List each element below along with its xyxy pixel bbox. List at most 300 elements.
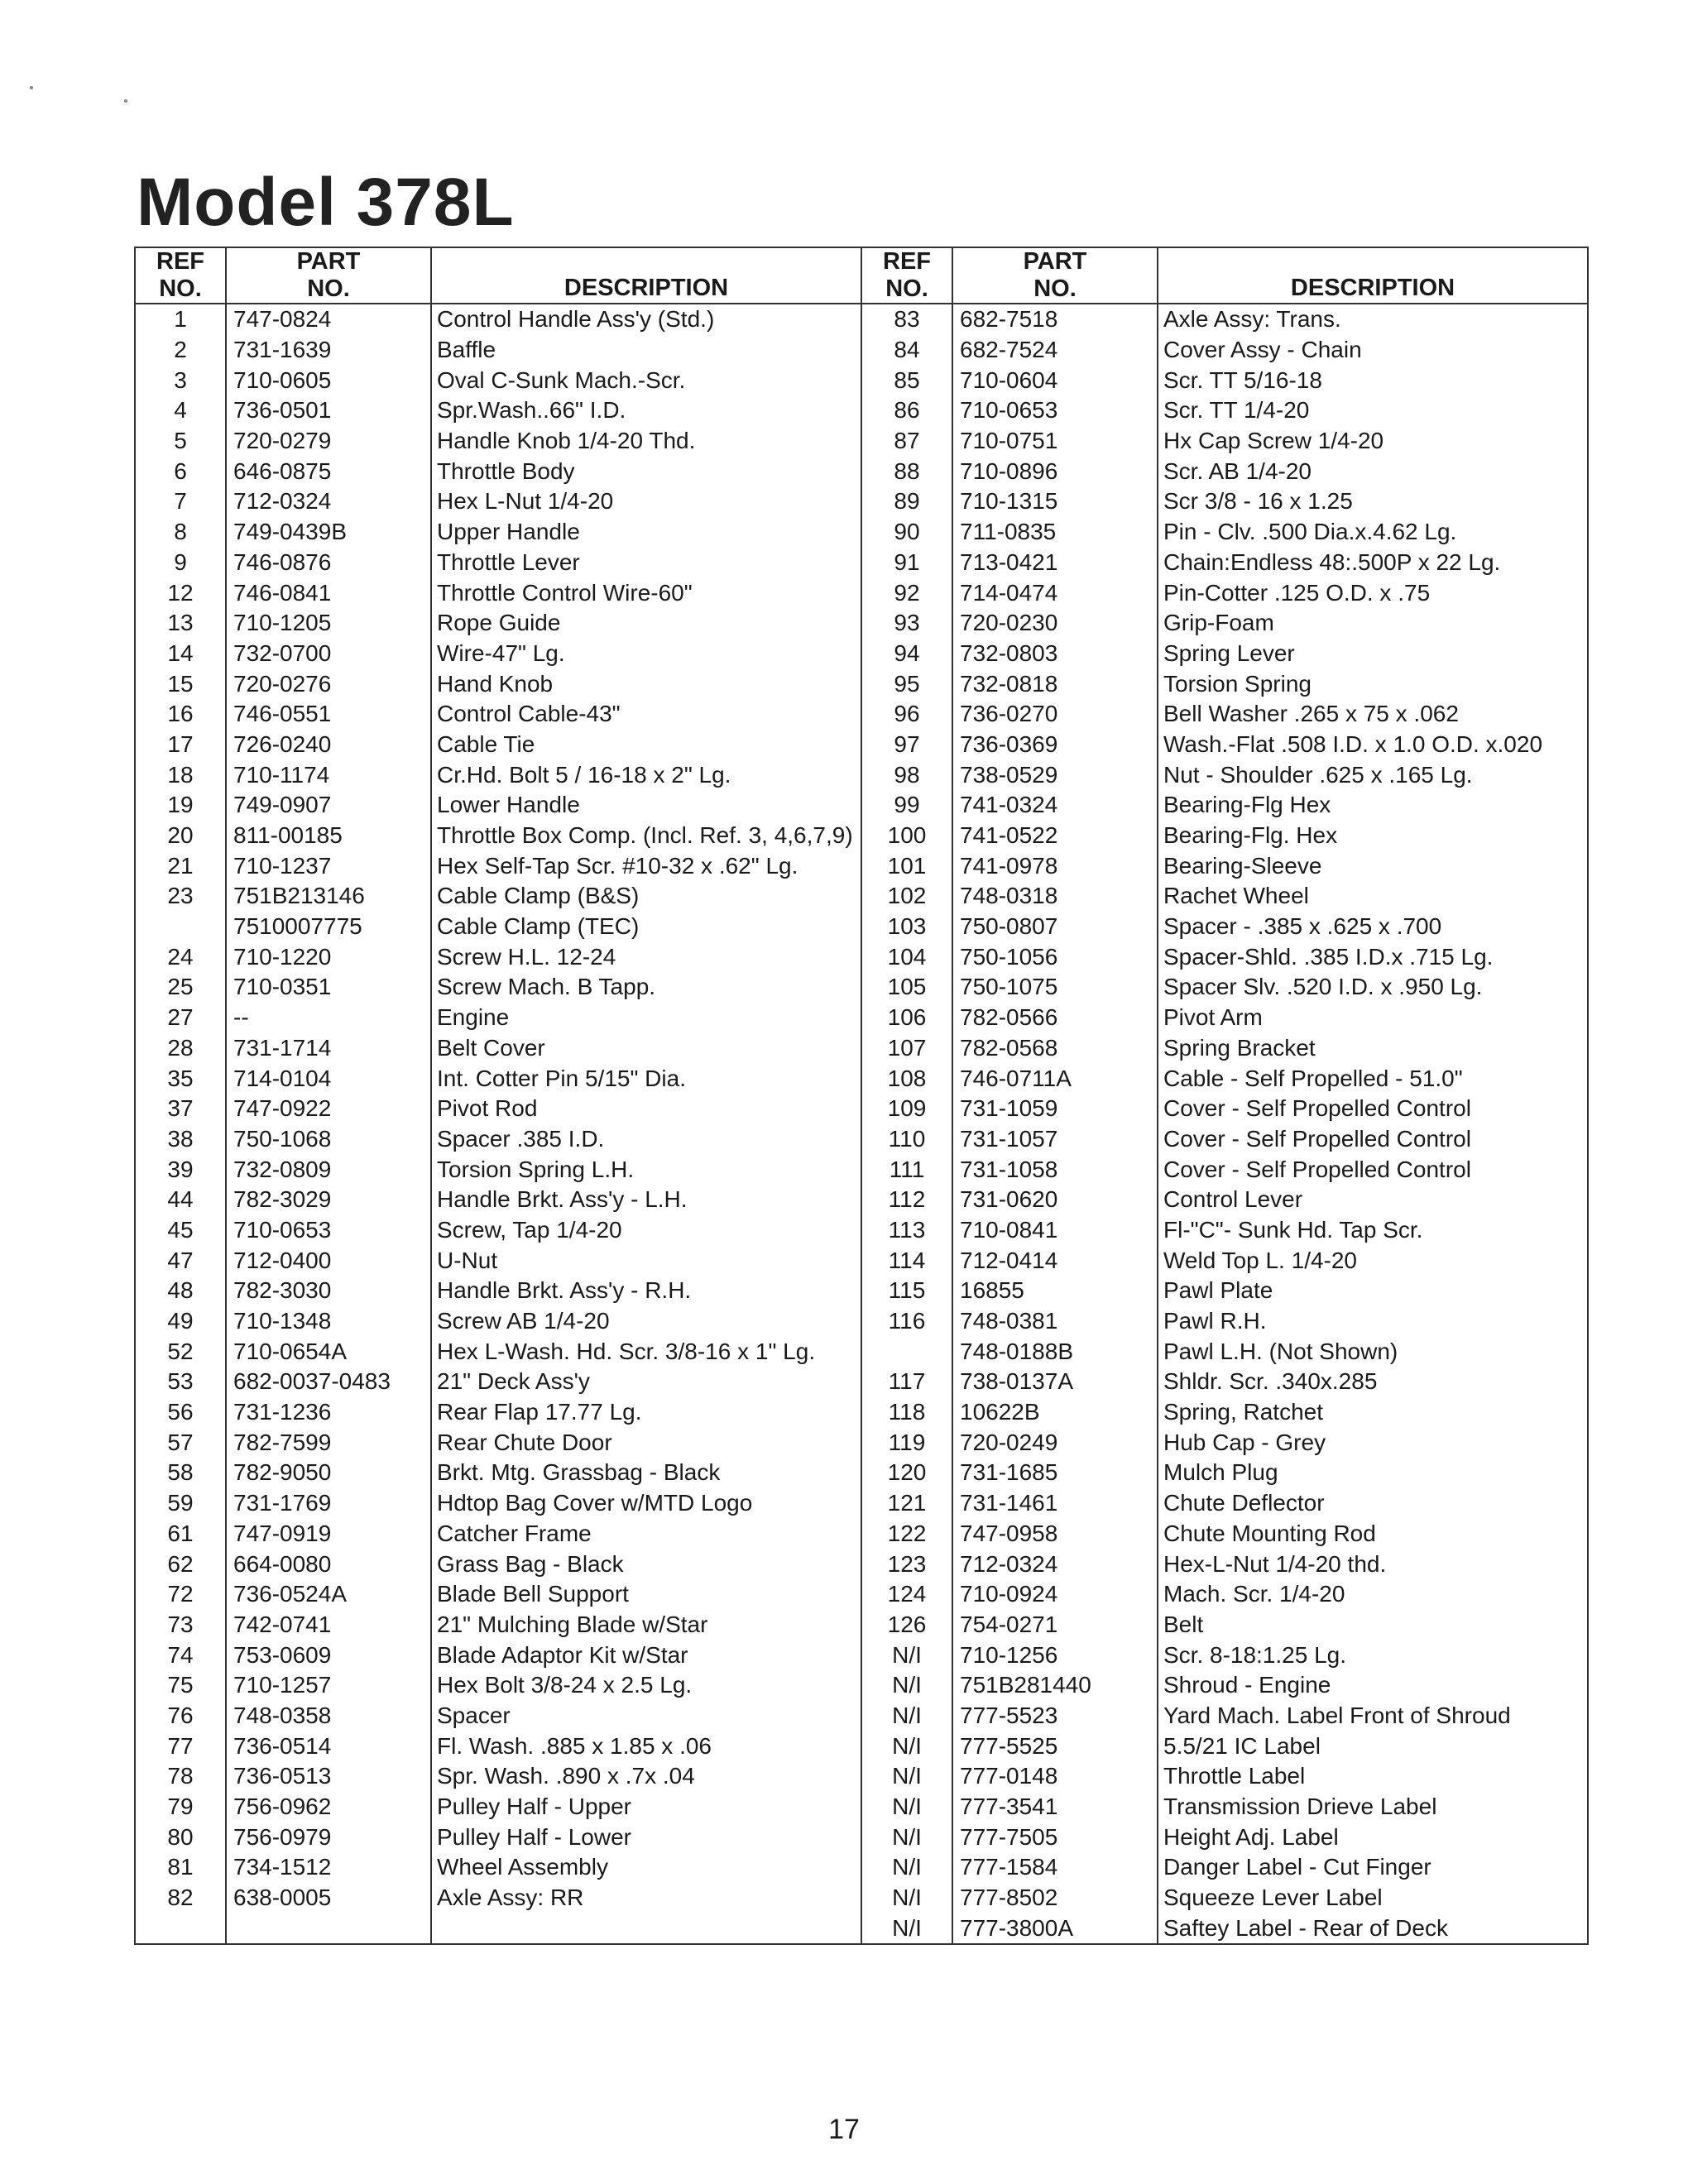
- part-no-cell: 777-0148: [952, 1761, 1158, 1792]
- part-no-cell: 749-0439B: [226, 517, 431, 548]
- ref-no-cell: 123: [861, 1549, 952, 1579]
- part-no-cell: 720-0249: [952, 1427, 1158, 1458]
- ref-no-cell: 100: [861, 821, 952, 851]
- description-cell: Bearing-Flg Hex: [1158, 790, 1588, 821]
- table-row: [135, 881, 1588, 912]
- part-no-cell: 710-1348: [226, 1306, 431, 1337]
- part-no-cell: 714-0474: [952, 577, 1158, 608]
- description-cell: Torsion Spring: [1158, 668, 1588, 699]
- description-cell: Blade Bell Support: [431, 1579, 861, 1610]
- ref-no-cell: 20: [135, 821, 226, 851]
- description-cell: Mulch Plug: [1158, 1458, 1588, 1488]
- part-no-cell: 751B281440: [952, 1670, 1158, 1701]
- description-cell: Hex-L-Nut 1/4-20 thd.: [1158, 1549, 1588, 1579]
- description-cell: Spring, Ratchet: [1158, 1397, 1588, 1428]
- description-cell: Wash.-Flat .508 I.D. x 1.0 O.D. x.020: [1158, 730, 1588, 760]
- table-row: [135, 1154, 1588, 1185]
- part-no-cell: 782-0568: [952, 1033, 1158, 1064]
- table-row: [135, 1822, 1588, 1852]
- part-no-cell: 746-0841: [226, 577, 431, 608]
- ref-no-cell: 122: [861, 1519, 952, 1549]
- table-row: [135, 1701, 1588, 1731]
- description-cell: Pivot Arm: [1158, 1003, 1588, 1033]
- description-cell: Cable - Self Propelled - 51.0": [1158, 1063, 1588, 1094]
- part-no-cell: 754-0271: [952, 1610, 1158, 1640]
- description-cell: Throttle Label: [1158, 1761, 1588, 1792]
- part-no-cell: 736-0513: [226, 1761, 431, 1792]
- ref-no-cell: N/I: [861, 1852, 952, 1883]
- description-cell: Pin - Clv. .500 Dia.x.4.62 Lg.: [1158, 517, 1588, 548]
- ref-no-cell: 90: [861, 517, 952, 548]
- description-cell: Handle Knob 1/4-20 Thd.: [431, 426, 861, 457]
- ref-no-cell: 108: [861, 1063, 952, 1094]
- ref-no-cell: 116: [861, 1306, 952, 1337]
- description-cell: Lower Handle: [431, 790, 861, 821]
- table-row: [135, 1640, 1588, 1670]
- ref-no-cell: 74: [135, 1640, 226, 1670]
- table-row: [135, 941, 1588, 972]
- ref-no-cell: 73: [135, 1610, 226, 1640]
- parts-table-body: [135, 304, 1588, 1944]
- ref-no-cell: 37: [135, 1094, 226, 1124]
- part-no-cell: 710-0605: [226, 365, 431, 395]
- description-cell: Scr. TT 5/16-18: [1158, 365, 1588, 395]
- part-no-cell: 777-5523: [952, 1701, 1158, 1731]
- part-no-cell: [226, 1913, 431, 1944]
- part-no-cell: 748-0188B: [952, 1336, 1158, 1367]
- part-no-cell: 742-0741: [226, 1610, 431, 1640]
- part-no-cell: 746-0711A: [952, 1063, 1158, 1094]
- description-cell: U-Nut: [431, 1245, 861, 1276]
- part-no-cell: 731-1057: [952, 1124, 1158, 1155]
- part-no-cell: 747-0919: [226, 1519, 431, 1549]
- part-no-cell: 714-0104: [226, 1063, 431, 1094]
- ref-no-cell: 62: [135, 1549, 226, 1579]
- ref-no-cell: N/I: [861, 1913, 952, 1944]
- header-row: [135, 247, 1588, 304]
- part-no-cell: 710-0924: [952, 1579, 1158, 1610]
- ref-no-cell: 105: [861, 972, 952, 1003]
- description-cell: Hdtop Bag Cover w/MTD Logo: [431, 1488, 861, 1519]
- part-no-cell: 736-0524A: [226, 1579, 431, 1610]
- description-cell: Hx Cap Screw 1/4-20: [1158, 426, 1588, 457]
- description-cell: Spring Bracket: [1158, 1033, 1588, 1064]
- description-cell: Height Adj. Label: [1158, 1822, 1588, 1852]
- description-cell: Belt: [1158, 1610, 1588, 1640]
- description-cell: Int. Cotter Pin 5/15" Dia.: [431, 1063, 861, 1094]
- part-no-cell: 710-1237: [226, 850, 431, 881]
- part-no-cell: 682-7524: [952, 335, 1158, 366]
- ref-no-cell: N/I: [861, 1670, 952, 1701]
- part-no-cell: 710-1174: [226, 759, 431, 790]
- table-row: [135, 1549, 1588, 1579]
- description-cell: Belt Cover: [431, 1033, 861, 1064]
- part-no-cell: 710-1257: [226, 1670, 431, 1701]
- ref-no-cell: 3: [135, 365, 226, 395]
- ref-no-cell: 4: [135, 395, 226, 426]
- part-no-cell: 746-0551: [226, 699, 431, 730]
- part-no-cell: 777-7505: [952, 1822, 1158, 1852]
- ref-no-cell: 79: [135, 1792, 226, 1822]
- ref-no-cell: 14: [135, 639, 226, 669]
- ref-no-cell: 1: [135, 304, 226, 335]
- description-cell: [431, 1913, 861, 1944]
- ref-no-cell: 85: [861, 365, 952, 395]
- description-cell: Cable Clamp (TEC): [431, 912, 861, 942]
- description-cell: Upper Handle: [431, 517, 861, 548]
- ref-no-cell: 84: [861, 335, 952, 366]
- description-cell: Rope Guide: [431, 608, 861, 639]
- part-no-cell: 736-0514: [226, 1731, 431, 1761]
- ref-no-cell: 47: [135, 1245, 226, 1276]
- description-cell: Pivot Rod: [431, 1094, 861, 1124]
- part-no-cell: 712-0400: [226, 1245, 431, 1276]
- table-row: [135, 486, 1588, 517]
- description-cell: Throttle Box Comp. (Incl. Ref. 3, 4,6,7,9): [431, 821, 861, 851]
- ref-no-cell: 49: [135, 1306, 226, 1337]
- description-cell: Danger Label - Cut Finger: [1158, 1852, 1588, 1883]
- description-cell: Engine: [431, 1003, 861, 1033]
- description-cell: Pulley Half - Lower: [431, 1822, 861, 1852]
- ref-no-cell: 44: [135, 1185, 226, 1215]
- ref-no-cell: [861, 1336, 952, 1367]
- part-no-cell: 748-0358: [226, 1701, 431, 1731]
- table-row: [135, 1276, 1588, 1306]
- part-no-cell: 16855: [952, 1276, 1158, 1306]
- ref-no-cell: 12: [135, 577, 226, 608]
- description-cell: Weld Top L. 1/4-20: [1158, 1245, 1588, 1276]
- part-no-cell: 738-0529: [952, 759, 1158, 790]
- ref-no-cell: 88: [861, 456, 952, 486]
- ref-no-cell: N/I: [861, 1761, 952, 1792]
- table-row: [135, 365, 1588, 395]
- table-row: [135, 1215, 1588, 1246]
- description-cell: Cover - Self Propelled Control: [1158, 1154, 1588, 1185]
- part-no-cell: 710-1256: [952, 1640, 1158, 1670]
- ref-no-cell: 92: [861, 577, 952, 608]
- description-cell: Wire-47" Lg.: [431, 639, 861, 669]
- ref-no-cell: 48: [135, 1276, 226, 1306]
- description-cell: Hex L-Wash. Hd. Scr. 3/8-16 x 1" Lg.: [431, 1336, 861, 1367]
- part-no-cell: 738-0137A: [952, 1367, 1158, 1397]
- ref-no-cell: 38: [135, 1124, 226, 1155]
- ref-no-cell: 45: [135, 1215, 226, 1246]
- part-no-cell: 747-0922: [226, 1094, 431, 1124]
- description-cell: Chute Deflector: [1158, 1488, 1588, 1519]
- description-cell: Screw, Tap 1/4-20: [431, 1215, 861, 1246]
- scan-speck: [30, 86, 33, 89]
- description-cell: Cable Tie: [431, 730, 861, 760]
- part-no-cell: 741-0324: [952, 790, 1158, 821]
- description-cell: Pawl L.H. (Not Shown): [1158, 1336, 1588, 1367]
- part-no-cell: 746-0876: [226, 548, 431, 578]
- description-cell: Grip-Foam: [1158, 608, 1588, 639]
- part-no-cell: 782-9050: [226, 1458, 431, 1488]
- table-row: [135, 1579, 1588, 1610]
- table-row: [135, 790, 1588, 821]
- ref-no-cell: 106: [861, 1003, 952, 1033]
- description-cell: Control Cable-43": [431, 699, 861, 730]
- description-cell: Baffle: [431, 335, 861, 366]
- table-row: [135, 1245, 1588, 1276]
- description-cell: Yard Mach. Label Front of Shroud: [1158, 1701, 1588, 1731]
- ref-no-cell: 35: [135, 1063, 226, 1094]
- ref-no-cell: 28: [135, 1033, 226, 1064]
- part-no-cell: 777-3800A: [952, 1913, 1158, 1944]
- part-no-header: PART NO.: [952, 247, 1158, 304]
- part-no-cell: 750-1068: [226, 1124, 431, 1155]
- ref-no-cell: 114: [861, 1245, 952, 1276]
- part-no-cell: 720-0230: [952, 608, 1158, 639]
- description-cell: Pulley Half - Upper: [431, 1792, 861, 1822]
- part-no-cell: 710-0751: [952, 426, 1158, 457]
- ref-no-cell: 27: [135, 1003, 226, 1033]
- description-cell: Hex L-Nut 1/4-20: [431, 486, 861, 517]
- description-cell: Chute Mounting Rod: [1158, 1519, 1588, 1549]
- description-cell: Pin-Cotter .125 O.D. x .75: [1158, 577, 1588, 608]
- description-header: DESCRIPTION: [1158, 247, 1588, 304]
- ref-no-cell: [135, 1913, 226, 1944]
- ref-no-cell: 2: [135, 335, 226, 366]
- table-row: [135, 639, 1588, 669]
- ref-no-cell: 53: [135, 1367, 226, 1397]
- ref-no-cell: 117: [861, 1367, 952, 1397]
- description-cell: Rachet Wheel: [1158, 881, 1588, 912]
- part-no-cell: 777-3541: [952, 1792, 1158, 1822]
- description-cell: Torsion Spring L.H.: [431, 1154, 861, 1185]
- ref-no-cell: 72: [135, 1579, 226, 1610]
- part-no-cell: 731-1236: [226, 1397, 431, 1428]
- part-no-cell: 710-1315: [952, 486, 1158, 517]
- scan-speck: [124, 99, 127, 103]
- ref-no-cell: 23: [135, 881, 226, 912]
- table-row: [135, 1397, 1588, 1428]
- part-no-cell: 748-0381: [952, 1306, 1158, 1337]
- table-row: [135, 577, 1588, 608]
- description-cell: Shroud - Engine: [1158, 1670, 1588, 1701]
- part-no-cell: 782-0566: [952, 1003, 1158, 1033]
- table-row: [135, 1367, 1588, 1397]
- ref-no-cell: 78: [135, 1761, 226, 1792]
- ref-no-cell: 80: [135, 1822, 226, 1852]
- description-cell: Scr 3/8 - 16 x 1.25: [1158, 486, 1588, 517]
- description-cell: Grass Bag - Black: [431, 1549, 861, 1579]
- ref-no-cell: 93: [861, 608, 952, 639]
- table-row: [135, 1003, 1588, 1033]
- part-no-cell: 720-0276: [226, 668, 431, 699]
- part-no-cell: 736-0501: [226, 395, 431, 426]
- description-cell: Shldr. Scr. .340x.285: [1158, 1367, 1588, 1397]
- ref-no-cell: [135, 912, 226, 942]
- table-row: [135, 759, 1588, 790]
- part-no-cell: 710-0653: [226, 1215, 431, 1246]
- ref-no-cell: 91: [861, 548, 952, 578]
- part-no-cell: 777-1584: [952, 1852, 1158, 1883]
- description-cell: Bearing-Sleeve: [1158, 850, 1588, 881]
- part-no-cell: 710-1205: [226, 608, 431, 639]
- part-no-cell: 731-1714: [226, 1033, 431, 1064]
- part-no-cell: 756-0979: [226, 1822, 431, 1852]
- page-title: Model 378L: [137, 165, 515, 240]
- part-no-cell: 682-7518: [952, 304, 1158, 335]
- table-row: [135, 1094, 1588, 1124]
- ref-no-cell: 86: [861, 395, 952, 426]
- ref-no-cell: 87: [861, 426, 952, 457]
- part-no-cell: 712-0324: [226, 486, 431, 517]
- ref-no-cell: 107: [861, 1033, 952, 1064]
- table-row: [135, 1852, 1588, 1883]
- description-cell: Chain:Endless 48:.500P x 22 Lg.: [1158, 548, 1588, 578]
- description-cell: Throttle Body: [431, 456, 861, 486]
- description-cell: Hex Self-Tap Scr. #10-32 x .62" Lg.: [431, 850, 861, 881]
- ref-no-cell: 82: [135, 1883, 226, 1913]
- parts-table: [134, 247, 1589, 1945]
- ref-no-cell: 109: [861, 1094, 952, 1124]
- description-cell: Pawl R.H.: [1158, 1306, 1588, 1337]
- description-cell: 21" Mulching Blade w/Star: [431, 1610, 861, 1640]
- table-row: [135, 1063, 1588, 1094]
- ref-no-cell: 61: [135, 1519, 226, 1549]
- ref-no-cell: 118: [861, 1397, 952, 1428]
- description-cell: Spr.Wash..66" I.D.: [431, 395, 861, 426]
- part-no-cell: 732-0803: [952, 639, 1158, 669]
- part-no-cell: 732-0818: [952, 668, 1158, 699]
- description-cell: 5.5/21 IC Label: [1158, 1731, 1588, 1761]
- description-cell: 21" Deck Ass'y: [431, 1367, 861, 1397]
- ref-no-cell: 58: [135, 1458, 226, 1488]
- ref-no-cell: 98: [861, 759, 952, 790]
- ref-no-cell: 126: [861, 1610, 952, 1640]
- part-no-cell: 710-0841: [952, 1215, 1158, 1246]
- description-cell: Cable Clamp (B&S): [431, 881, 861, 912]
- description-cell: Brkt. Mtg. Grassbag - Black: [431, 1458, 861, 1488]
- table-row: [135, 335, 1588, 366]
- description-cell: Control Handle Ass'y (Std.): [431, 304, 861, 335]
- table-row: [135, 1731, 1588, 1761]
- part-no-cell: 710-0896: [952, 456, 1158, 486]
- table-row: [135, 1610, 1588, 1640]
- part-no-cell: 710-1220: [226, 941, 431, 972]
- ref-no-cell: N/I: [861, 1883, 952, 1913]
- part-no-cell: 710-0604: [952, 365, 1158, 395]
- description-cell: Axle Assy: Trans.: [1158, 304, 1588, 335]
- part-no-cell: 750-1075: [952, 972, 1158, 1003]
- description-cell: Throttle Control Wire-60": [431, 577, 861, 608]
- description-cell: Hex Bolt 3/8-24 x 2.5 Lg.: [431, 1670, 861, 1701]
- description-cell: Axle Assy: RR: [431, 1883, 861, 1913]
- table-row: [135, 1033, 1588, 1064]
- table-row: [135, 1670, 1588, 1701]
- ref-no-cell: 89: [861, 486, 952, 517]
- part-no-cell: 731-1685: [952, 1458, 1158, 1488]
- table-row: [135, 1458, 1588, 1488]
- part-no-cell: 712-0414: [952, 1245, 1158, 1276]
- ref-no-cell: 103: [861, 912, 952, 942]
- description-cell: Fl. Wash. .885 x 1.85 x .06: [431, 1731, 861, 1761]
- table-row: [135, 548, 1588, 578]
- description-cell: Scr. AB 1/4-20: [1158, 456, 1588, 486]
- description-cell: Throttle Lever: [431, 548, 861, 578]
- ref-no-cell: 19: [135, 790, 226, 821]
- part-no-header: PART NO.: [226, 247, 431, 304]
- description-cell: Oval C-Sunk Mach.-Scr.: [431, 365, 861, 395]
- description-cell: Handle Brkt. Ass'y - L.H.: [431, 1185, 861, 1215]
- part-no-cell: 811-00185: [226, 821, 431, 851]
- part-no-cell: 712-0324: [952, 1549, 1158, 1579]
- description-cell: Scr. TT 1/4-20: [1158, 395, 1588, 426]
- ref-no-cell: 25: [135, 972, 226, 1003]
- description-cell: Squeeze Lever Label: [1158, 1883, 1588, 1913]
- part-no-cell: --: [226, 1003, 431, 1033]
- part-no-cell: 682-0037-0483: [226, 1367, 431, 1397]
- ref-no-cell: 111: [861, 1154, 952, 1185]
- table-row: [135, 1427, 1588, 1458]
- ref-no-cell: 124: [861, 1579, 952, 1610]
- part-no-cell: 646-0875: [226, 456, 431, 486]
- part-no-cell: 777-5525: [952, 1731, 1158, 1761]
- ref-no-cell: 39: [135, 1154, 226, 1185]
- ref-no-cell: 24: [135, 941, 226, 972]
- part-no-cell: 736-0369: [952, 730, 1158, 760]
- table-row: [135, 517, 1588, 548]
- ref-no-cell: 120: [861, 1458, 952, 1488]
- description-cell: Screw AB 1/4-20: [431, 1306, 861, 1337]
- table-row: [135, 608, 1588, 639]
- description-cell: Spr. Wash. .890 x .7x .04: [431, 1761, 861, 1792]
- description-cell: Screw H.L. 12-24: [431, 941, 861, 972]
- part-no-cell: 664-0080: [226, 1549, 431, 1579]
- ref-no-cell: 102: [861, 881, 952, 912]
- table-row: [135, 1306, 1588, 1337]
- table-row: [135, 456, 1588, 486]
- ref-no-cell: 17: [135, 730, 226, 760]
- part-no-cell: 750-1056: [952, 941, 1158, 972]
- ref-no-cell: N/I: [861, 1792, 952, 1822]
- description-cell: Spacer: [431, 1701, 861, 1731]
- description-cell: Handle Brkt. Ass'y - R.H.: [431, 1276, 861, 1306]
- table-row: [135, 1519, 1588, 1549]
- part-no-cell: 750-0807: [952, 912, 1158, 942]
- description-cell: Bell Washer .265 x 75 x .062: [1158, 699, 1588, 730]
- ref-no-cell: 76: [135, 1701, 226, 1731]
- part-no-cell: 741-0522: [952, 821, 1158, 851]
- table-row: [135, 304, 1588, 335]
- part-no-cell: 782-7599: [226, 1427, 431, 1458]
- description-cell: Saftey Label - Rear of Deck: [1158, 1913, 1588, 1944]
- ref-no-cell: N/I: [861, 1701, 952, 1731]
- description-cell: Blade Adaptor Kit w/Star: [431, 1640, 861, 1670]
- table-row: [135, 972, 1588, 1003]
- ref-no-cell: 15: [135, 668, 226, 699]
- table-row: [135, 1124, 1588, 1155]
- part-no-cell: 747-0958: [952, 1519, 1158, 1549]
- part-no-cell: 710-0653: [952, 395, 1158, 426]
- ref-no-cell: 99: [861, 790, 952, 821]
- ref-no-cell: 8: [135, 517, 226, 548]
- part-no-cell: 731-1639: [226, 335, 431, 366]
- table-row: [135, 1913, 1588, 1944]
- part-no-cell: 720-0279: [226, 426, 431, 457]
- ref-no-cell: 83: [861, 304, 952, 335]
- table-row: [135, 1336, 1588, 1367]
- description-cell: Cover - Self Propelled Control: [1158, 1094, 1588, 1124]
- ref-no-cell: 101: [861, 850, 952, 881]
- ref-no-cell: 13: [135, 608, 226, 639]
- ref-no-cell: N/I: [861, 1822, 952, 1852]
- description-cell: Transmission Drieve Label: [1158, 1792, 1588, 1822]
- ref-no-cell: 119: [861, 1427, 952, 1458]
- ref-no-cell: 59: [135, 1488, 226, 1519]
